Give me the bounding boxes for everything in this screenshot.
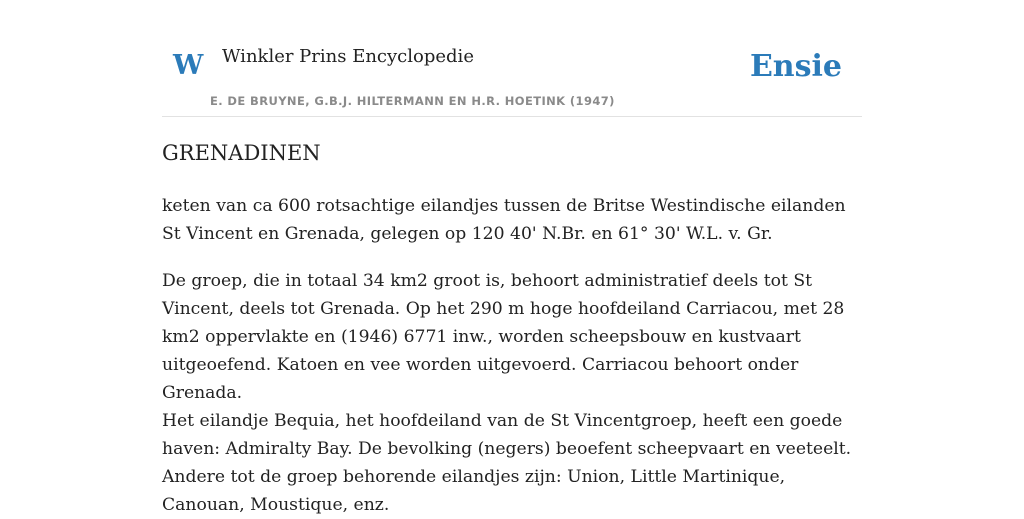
article-paragraph: keten van ca 600 rotsachtige eilandjes tussen de Britse Westindische eilanden St Vincent en Grenada, gelegen op 120 40' N.Br. en 61° 30' W.L. v. Gr. — [162, 196, 846, 244]
entry-title: GRENADINEN — [162, 141, 321, 165]
article-paragraph: De groep, die in totaal 34 km2 groot is, behoort administratief deels tot St Vincent, deels tot Grenada. Op het 290 m hoge hoofdeiland Carriacou, met 28 km2 oppervlakte en (1946) 6771 inw., worden scheepsbouw en kustvaart uitgeoefend. Katoen en vee worden uitgevoerd. Carriacou behoort onder Grenada. — [162, 271, 845, 403]
article-paragraph: Het eilandje Bequia, het hoofdeiland van de St Vincentgroep, heeft een goede haven: Admiralty Bay. De bevolking (negers) beoefent scheepvaart en veeteelt. Andere tot de groep behorende eilandjes zijn: Union, Little Martinique, Canouan, Moustique, enz. — [162, 411, 852, 515]
authors-byline: E. DE BRUYNE, G.B.J. HILTERMANN EN H.R. HOETINK (1947) — [210, 94, 615, 108]
winkler-prins-logo[interactable]: W — [173, 50, 204, 81]
site-header — [162, 0, 862, 117]
site-title[interactable]: Winkler Prins Encyclopedie — [222, 46, 474, 67]
page — [162, 0, 862, 515]
ensie-logo[interactable]: Ensie — [749, 49, 842, 84]
